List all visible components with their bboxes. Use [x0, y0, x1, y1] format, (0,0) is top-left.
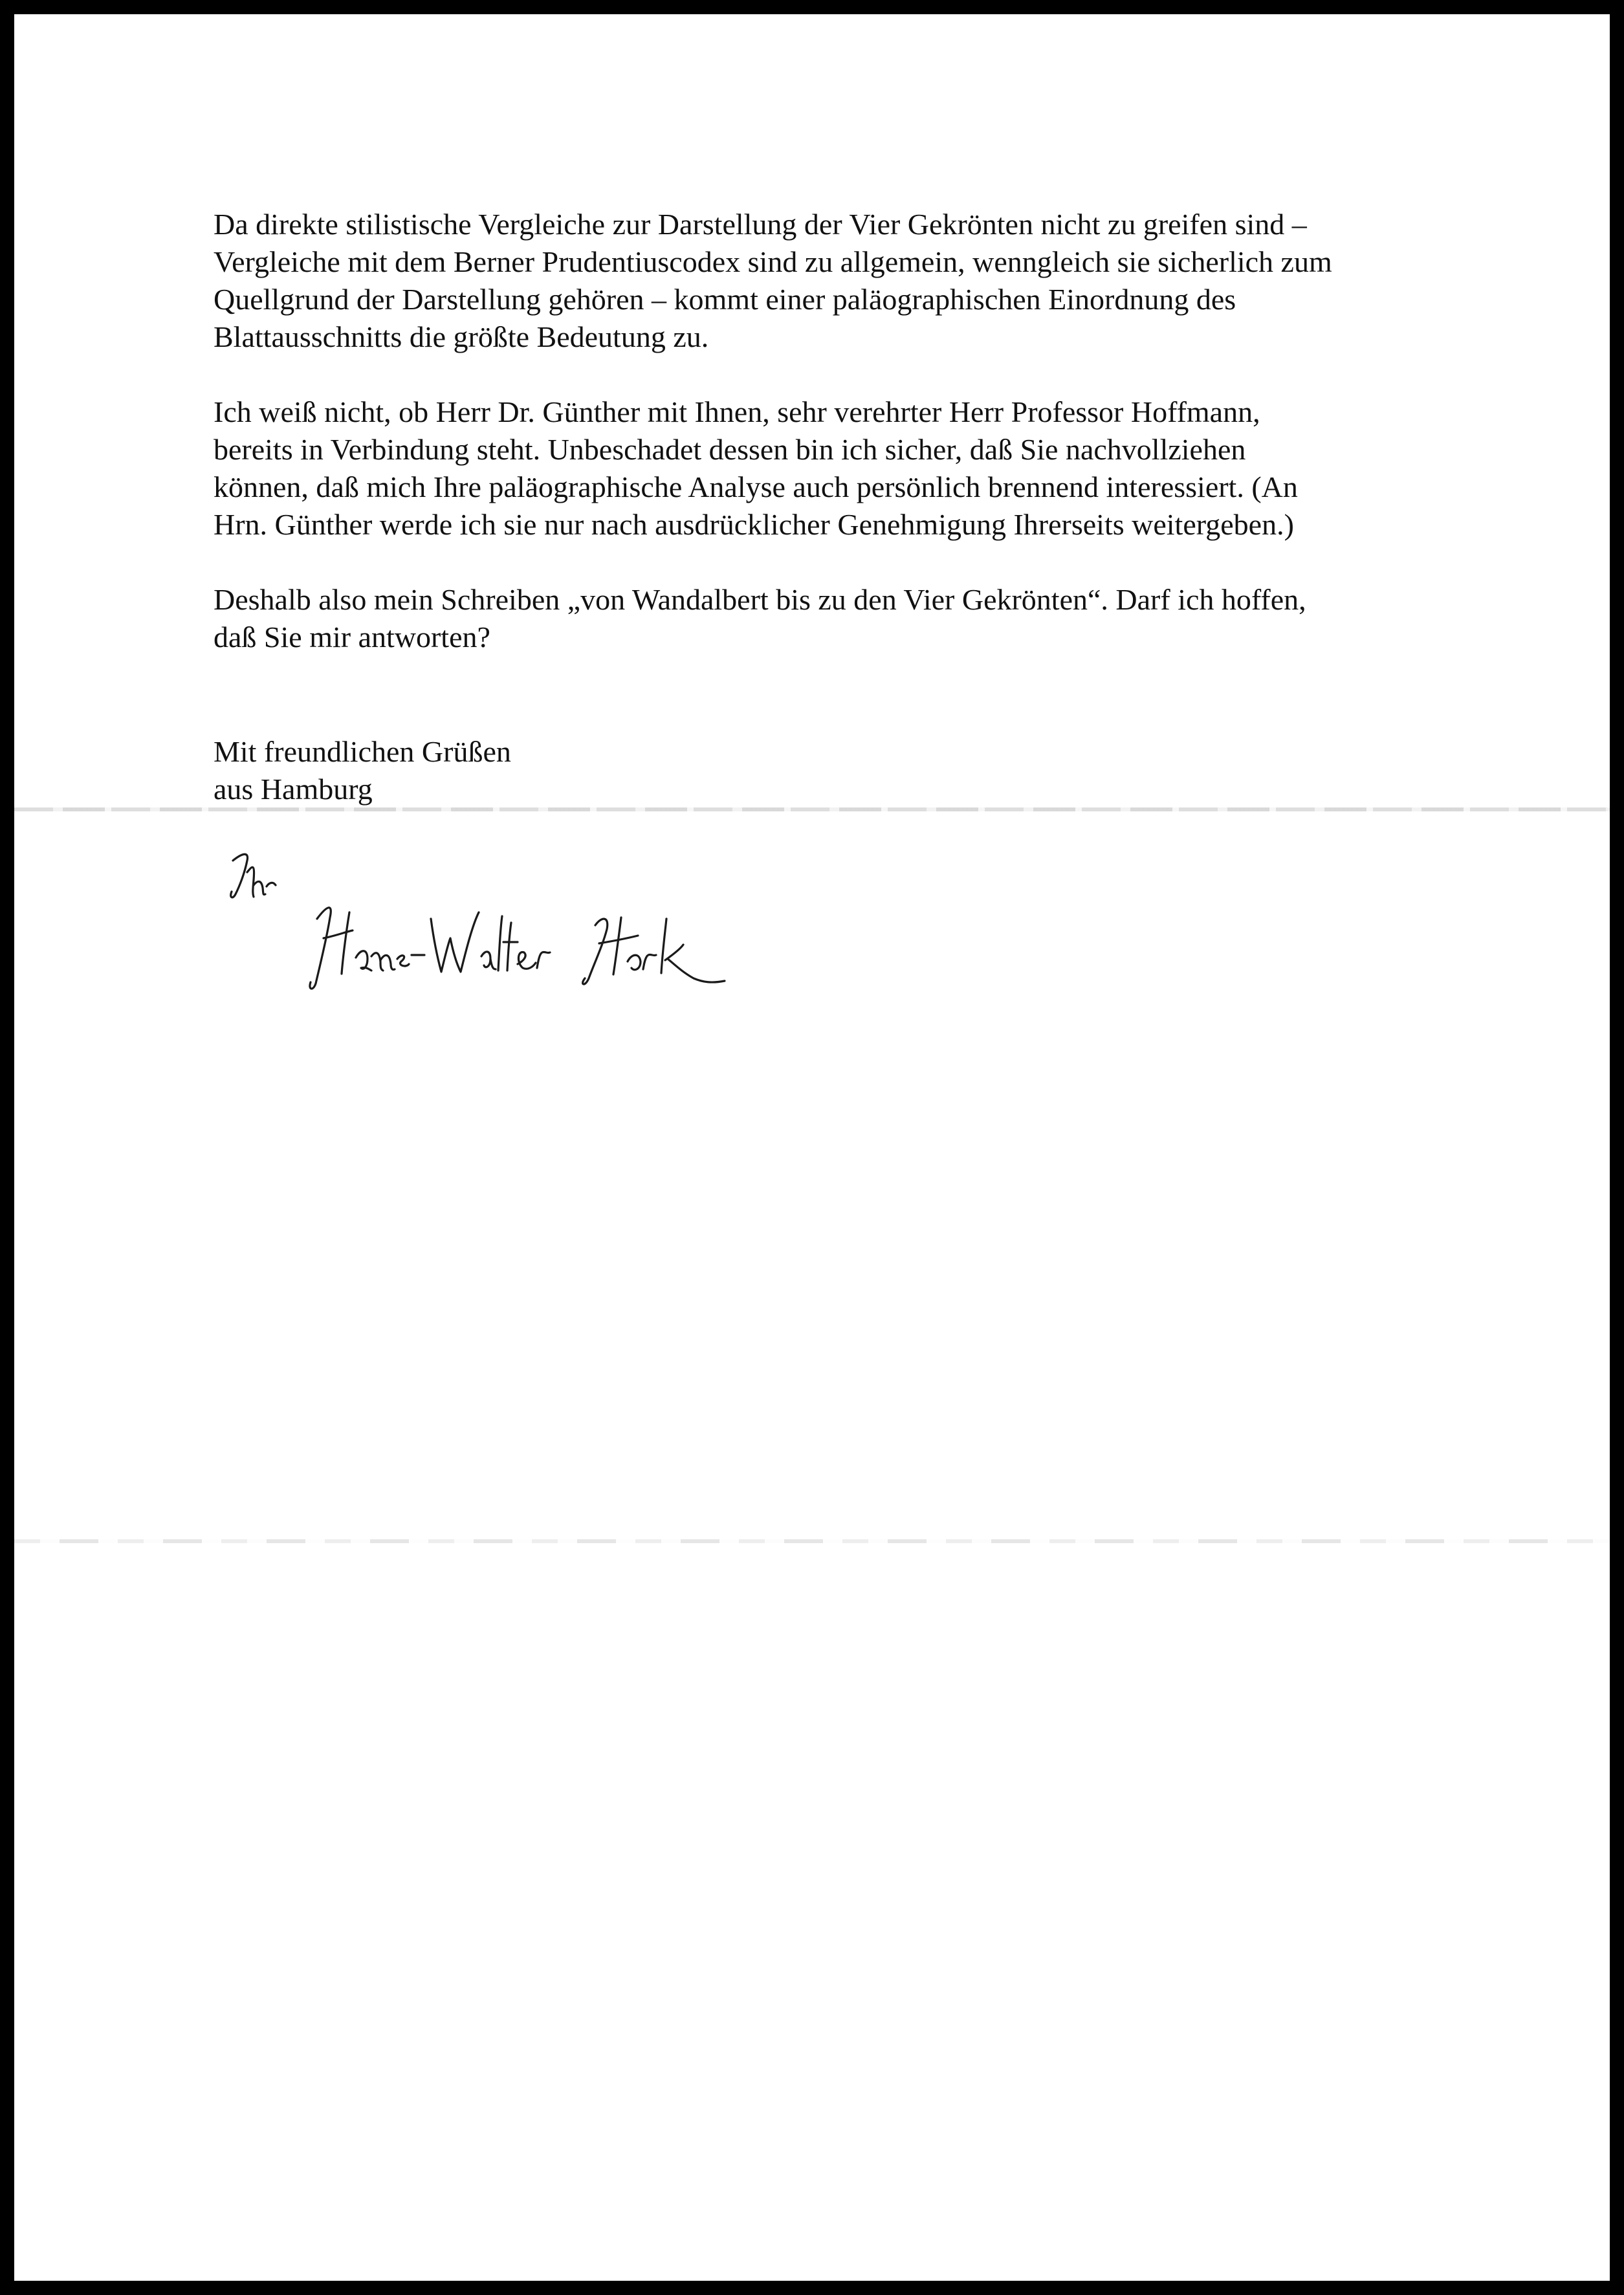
paragraph-3: [214, 581, 1475, 656]
letter-page: [14, 14, 1610, 2281]
paragraph-1: [214, 206, 1475, 356]
paragraph-line: Quellgrund der Darstellung gehören – kommt einer paläographischen Einordnung des: [214, 283, 1236, 316]
paper-fold-line: [14, 1539, 1610, 1543]
paragraph-line: können, daß mich Ihre paläographische Analyse auch persönlich brennend interessiert. (An: [214, 470, 1298, 503]
closing-line-1: Mit freundlichen Grüßen: [214, 735, 511, 768]
letter-closing: [214, 733, 511, 808]
paragraph-line: Vergleiche mit dem Berner Prudentiuscodex sind zu allgemein, wenngleich sie sicherlich zum: [214, 245, 1332, 278]
handwritten-signature: [214, 835, 731, 1003]
paragraph-line: Da direkte stilistische Vergleiche zur Darstellung der Vier Gekrönten nicht zu greifen sind –: [214, 208, 1307, 241]
paragraph-line: Hrn. Günther werde ich sie nur nach ausdrücklicher Genehmigung Ihrerseits weitergeben.): [214, 508, 1294, 541]
paragraph-line: daß Sie mir antworten?: [214, 620, 490, 653]
paragraph-line: bereits in Verbindung steht. Unbeschadet dessen bin ich sicher, daß Sie nachvollziehen: [214, 433, 1246, 466]
paragraph-2: [214, 393, 1475, 544]
closing-line-2: aus Hamburg: [214, 773, 373, 806]
letter-body: [214, 206, 1475, 694]
paper-fold-line: [14, 807, 1610, 811]
paragraph-line: Ich weiß nicht, ob Herr Dr. Günther mit Ihnen, sehr verehrter Herr Professor Hoffmann,: [214, 395, 1260, 428]
paragraph-line: Blattausschnitts die größte Bedeutung zu.: [214, 320, 709, 353]
paragraph-line: Deshalb also mein Schreiben „von Wandalbert bis zu den Vier Gekrönten“. Darf ich hoffen,: [214, 583, 1306, 616]
